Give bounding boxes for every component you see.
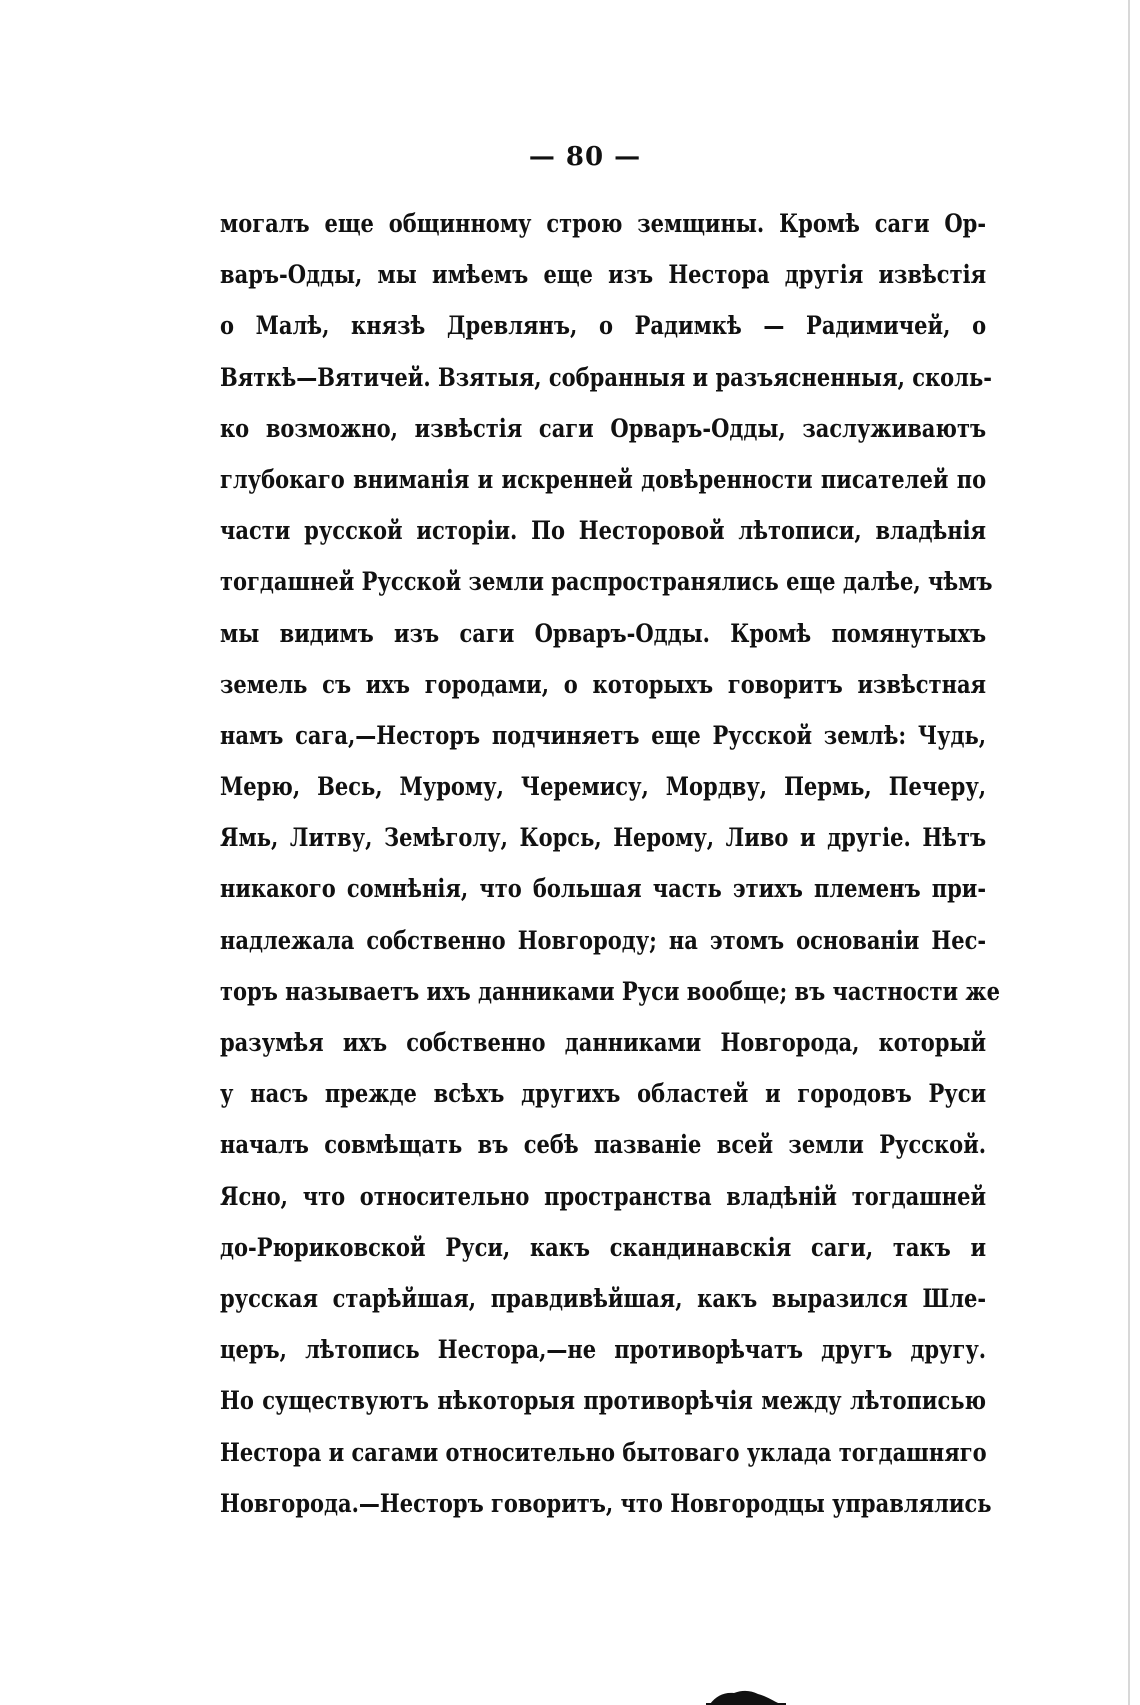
text-line: Ясно, что относительно пространства владѣній тогдашней bbox=[220, 1181, 987, 1211]
text-line: варъ-Одды, мы имѣемъ еще изъ Нестора другія извѣстія bbox=[220, 260, 987, 290]
text-line: глубокаго вниманія и искренней довѣренности писателей по bbox=[220, 464, 987, 494]
text-line: Мерю, Весь, Мурому, Черемису, Мордву, Пермь, Печеру, bbox=[220, 772, 987, 802]
page-number: — 80 — bbox=[528, 142, 642, 172]
text-line: мы видимъ изъ саги Орваръ-Одды. Кромѣ помянутыхъ bbox=[220, 618, 987, 648]
body-text bbox=[220, 198, 1000, 1529]
text-line: Нестора и сагами относительно бытоваго уклада тогдашняго bbox=[220, 1437, 987, 1467]
text-line: разумѣя ихъ собственно данниками Новгорода, который bbox=[220, 1028, 987, 1057]
text-line: Но существуютъ нѣкоторыя противорѣчія между лѣтописью bbox=[220, 1386, 987, 1416]
ornament-mark bbox=[706, 1688, 786, 1705]
text-line: торъ называетъ ихъ данниками Руси вообще; въ частности же bbox=[220, 976, 1000, 1006]
text-line: земель съ ихъ городами, о которыхъ говоритъ извѣстная bbox=[220, 669, 987, 699]
text-line: Ямь, Литву, Земѣголу, Корсь, Нерому, Ливо и другіе. Нѣтъ bbox=[220, 823, 987, 853]
text-line: ко возможно, извѣстія саги Орваръ-Одды, заслуживаютъ bbox=[220, 413, 987, 443]
text-line: началъ совмѣщать въ себѣ пазваніе всей земли Русской. bbox=[220, 1130, 987, 1160]
text-line: Вяткѣ—Вятичей. Взятыя, собранныя и разъясненныя, сколь- bbox=[220, 362, 992, 392]
text-line: намъ сага,—Несторъ подчиняетъ еще Русской землѣ: Чудь, bbox=[220, 720, 987, 750]
text-line: никакого сомнѣнія, что большая часть этихъ племенъ при- bbox=[220, 874, 987, 904]
text-line: надлежала собственно Новгороду; на этомъ основаніи Нес- bbox=[220, 925, 987, 955]
text-line: о Малѣ, князѣ Древлянъ, о Радимкѣ — Радимичей, о bbox=[220, 311, 987, 341]
text-line: церъ, лѣтопись Нестора,—не противорѣчатъ другъ другу. bbox=[220, 1335, 987, 1365]
text-line: до-Рюриковской Руси, какъ скандинавскія саги, такъ и bbox=[220, 1232, 987, 1262]
text-line: тогдашней Русской земли распространялись еще далѣе, чѣмъ bbox=[220, 567, 993, 597]
page-edge-line bbox=[1128, 0, 1130, 1705]
text-line: могалъ еще общинному строю земщины. Кромѣ саги Ор- bbox=[220, 209, 987, 238]
text-line: Новгорода.—Несторъ говоритъ, что Новгородцы управлялись bbox=[220, 1488, 992, 1518]
text-line: части русской исторіи. По Несторовой лѣтописи, владѣнія bbox=[220, 516, 987, 546]
text-line: русская старѣйшая, правдивѣйшая, какъ выразился Шле- bbox=[220, 1283, 987, 1313]
text-line: у насъ прежде всѣхъ другихъ областей и городовъ Руси bbox=[220, 1079, 987, 1109]
